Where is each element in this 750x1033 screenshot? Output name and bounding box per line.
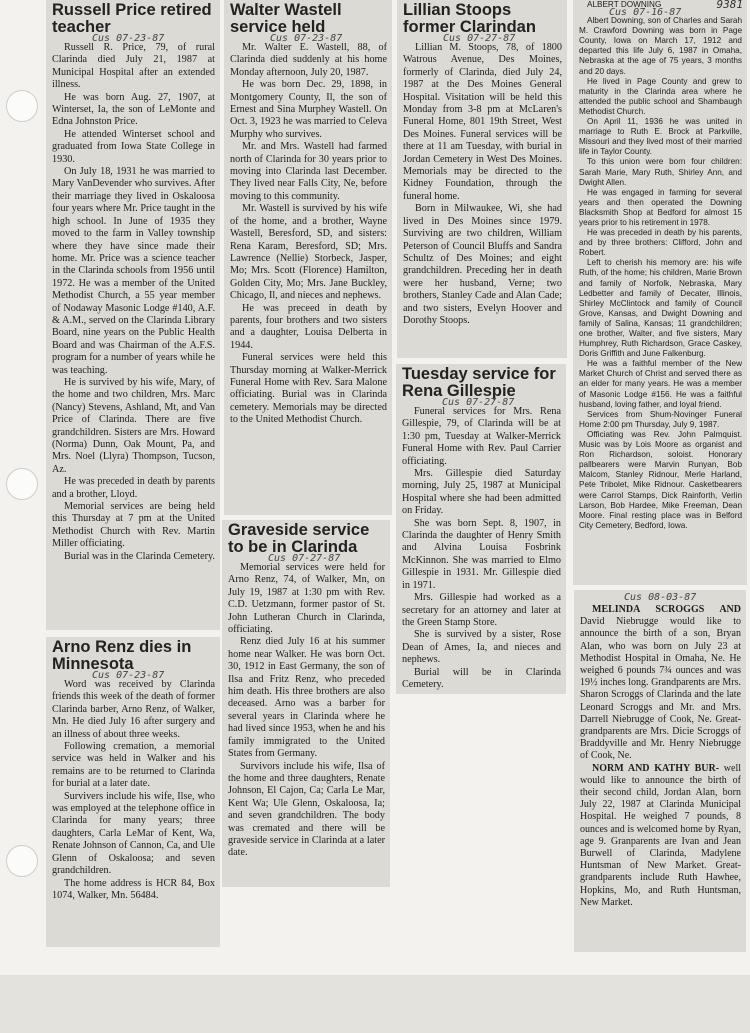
paragraph: Left to cherish his memory are: his wife Ruth, of the home; his children, Marie Brown and family of Norfolk, Nebraska, Mary Ledbetter and family of Decater, Illinois, Shirley McClintock and family of Council Grove, Kansas, and Dwight Downing and family of Salina, Kansas; 11 grandchildren; one brother, Walter, and five sisters, Mary Humphrey, Ruth Richardson, Grace Caskey, Doris Griffith and June Falkenburg. bbox=[579, 258, 742, 359]
scan-margin bbox=[0, 975, 750, 1033]
paragraph: She is survived by a sister, Rose Dean of Ames, Ia, and nieces and nephews. bbox=[402, 629, 561, 666]
paragraph: Mr. Walter E. Wastell, 88, of Clarinda died suddenly at his home Monday afternoon, July 20, 1987. bbox=[230, 42, 387, 78]
paragraph: Survivers include his wife, Ilse, who was employed at the telephone office in Clarinda for many years; three daughters, Carla LeMar of Kent, Wa, Renate Johnson of Cannon, Ca, and Ule Glenn of Oskaloosa; and seven grandchildren. bbox=[52, 790, 215, 877]
birth-announcement-burwell bbox=[580, 763, 741, 909]
paragraph: Russell R. Price, 79, of rural Clarinda died July 21, 1987 at Municipal Hospital after an extended illness. bbox=[52, 42, 215, 91]
handwritten-date: Cus 07-23-87 bbox=[270, 33, 343, 44]
binder-hole-middle bbox=[6, 468, 38, 500]
article-body bbox=[230, 42, 387, 427]
paragraph: Officiating was Rev. John Palmquist. Music was by Lois Moore as organist and Ron Richardson, soloist. Honorary pallbearers were Marvin Runyan, Bob Malcom, Stanley Ridnour, Merle Harland, Pete Tribolet, Mike Ridnour. Casketbearers were Carrol Stamps, Dick Rainforth, Verlin Larson, Bob Hardee, Mike Freeman, Dean Moore. Final resting place was in Belford City Cemetery, Bedford, Iowa. bbox=[579, 429, 742, 530]
paragraph: The home address is HCR 84, Box 1074, Walker, Mn. 56484. bbox=[52, 877, 215, 901]
clipping-number: 9381 bbox=[716, 0, 743, 11]
paragraph: He was engaged in farming for several years and then operated the Downing Blacksmith Shop at Bedford for almost 15 years prior to his retirement in 1978. bbox=[579, 187, 742, 227]
clipping-graveside-service bbox=[222, 520, 390, 887]
handwritten-date: Cus 07-23-87 bbox=[92, 33, 165, 44]
article-body bbox=[52, 42, 215, 563]
paragraph: Burial was in the Clarinda Cemetery. bbox=[64, 550, 215, 562]
paragraph: He was born Dec. 29, 1898, in Montgomery County, Il, the son of Ernest and Sina Murphey Wastell. On Oct. 3, 1923 he was married to Celeva Murphy who survives. bbox=[230, 79, 387, 140]
binder-hole-bottom bbox=[6, 845, 38, 877]
paragraph: Funeral services for Mrs. Rena Gillespie, 79, of Clarinda will be at 1:30 pm, Tuesday at Walker-Merrick Funeral Home with Rev. Paul Carrier officiating. bbox=[402, 406, 561, 467]
paragraph: Albert Downing, son of Charles and Sarah M. Crawford Downing was born in Page County, Iowa on March 17, 1912 and departed this life July 6, 1987 in Omaha, Nebraska at the age of 75 years, 3 months and 20 days. bbox=[579, 16, 742, 76]
handwritten-date: Cus 07-27-87 bbox=[442, 397, 515, 408]
paragraph: Burial will be in Clarinda Cemetery. bbox=[402, 666, 561, 690]
paragraph: Born in Milwaukee, Wi, she had lived in Des Moines since 1979. Surviving are two children, William Peterson of Council Bluffs and Sandra Schultz of Des Moines; and eight grandchildren. Preceding her in death were her husband, Verne; two brothers, Stanley Cade and Alan Cade; and two sisters, Evelyn Hoover and Dorothy Stoops. bbox=[403, 203, 562, 326]
headline: Walter Wastell service held bbox=[230, 1, 342, 36]
handwritten-date: Cus 07-16-87 bbox=[609, 7, 682, 19]
paragraph: Renz died July 16 at his summer home near Walker. He was born Oct. 30, 1912 in East Germany, the son of Ilsa and Fritz Renz, who preceded him death. His three brothers are also deceased. Arno was a barber for several years in Clarinda where he had lived since 1953, when he and his family immigrated to the United States from Germany. bbox=[228, 636, 385, 760]
paragraph: Mrs. Gillespie died Saturday morning, July 25, 1987 at Municipal Hospital where she had been admitted on Friday. bbox=[402, 468, 561, 517]
handwritten-date: Cus 07-23-87 bbox=[92, 670, 165, 681]
clipping-lillian-stoops bbox=[397, 0, 567, 358]
headline: Arno Renz dies in Minnesota bbox=[52, 638, 192, 673]
paragraph: Memorial services are being held this Thursday at 7 pm at the United Methodist Church with Rev. Martin Miller officiating. bbox=[52, 501, 215, 550]
announcement-text: well would like to announce the birth of their second child, Jordan Alan, born July 22, 1987 at Clarinda Municipal Hospital. He weighed 7 pounds, 8 ounces and is welcomed home by Ryan, age 9. Granparents are Ivan and Jean Burwell of Clarinda, Madylene Huntsman of New Market. Great-grandparents include Ruth Hawhee, Hopkins, Mo, and Ruth Huntsman, New Market. bbox=[580, 762, 741, 908]
clipping-arno-renz bbox=[46, 637, 220, 947]
article-body bbox=[579, 16, 742, 531]
paragraph: He was preceded in death by parents and a brother, Lloyd. bbox=[52, 476, 215, 500]
article-body bbox=[403, 42, 562, 327]
headline: Russell Price retired teacher bbox=[52, 1, 212, 36]
binder-hole-top bbox=[6, 90, 38, 122]
paragraph: Mrs. Gillespie had worked as a secretary for an attorney and later at the Green Stamp Store. bbox=[402, 592, 561, 628]
announcement-lead: MELINDA SCROGGS AND bbox=[592, 604, 741, 615]
handwritten-date: Cus 07-27-87 bbox=[268, 553, 341, 564]
clipping-russell-price bbox=[46, 0, 220, 630]
paragraph: He is survived by his wife, Mary, of the home and two children, Mrs. Marc (Nancy) Stevens, Ashland, Mt, and Van Price of Clarinda. There are five grandchildren. Sisters are Mrs. Howard (Norma) Dunn, Oak Mount, Pa, and Mrs. Noel (Llyra) Thompson, Tucson, Az. bbox=[52, 376, 215, 475]
announcement-lead: NORM AND KATHY BUR- bbox=[592, 762, 720, 774]
paragraph: He was preceded in death by his parents, and by three brothers: Clifford, John and Robert. bbox=[579, 228, 742, 258]
article-body bbox=[402, 406, 561, 691]
announcement-text: David Niebrugge would like to announce the birth of a son, Bryan Alan, who was born on July 23 at Methodist Hospital in Omaha, Ne. He weighed 6 pounds 7¾ ounces and was 19½ inches long. Grandparents are Mrs. Sharon Scroggs of Clarinda and the late Leonard Scroggs and Mr. and Mrs. Darrell Niebrugge of Cook, Ne. Great-grandparents are Mrs. Dicie Scroggs of Braddyville and Mr. Henry Niebrugge of Cook, Ne. bbox=[580, 616, 741, 762]
paragraph: He was born Aug. 27, 1907, at Winterset, Ia, the son of LeMonte and Edna Johnston Price. bbox=[52, 91, 215, 128]
paragraph: To this union were born four children: Sarah Marie, Mary Ruth, Shirley Ann, and Dwight Allen. bbox=[579, 157, 742, 187]
byline: ALBERT DOWNING bbox=[587, 0, 662, 9]
paragraph: He was preceed in death by parents, four brothers and two sisters and a daughter, Louisa Delberta in 1944. bbox=[230, 302, 387, 351]
paragraph: Mr. Wastell is survived by his wife of the home, and a brother, Wayne Wastell, Beresford, SD, and sisters: Rena Karam, Beresford, SD; Mrs. Lawrence (Nellie) Storbeck, Jasper, Mo; Mrs. Scott (Florence) Hamilton, Golden City, Mo; Mrs. Jane Buckley, Chicago, Il, and nieces and nephews. bbox=[230, 203, 387, 302]
paragraph: He was a faithful member of the New Market Church of Christ and served there as an elder for many years. He was a member of Masonic Lodge #156. He was a faithful husband, loving father, and loyal friend. bbox=[579, 359, 742, 409]
paragraph: Mr. and Mrs. Wastell had farmed north of Clarinda for 30 years prior to moving into Clarinda last December. They lived near Falls City, Ne, before moving to this community. bbox=[230, 141, 387, 202]
paragraph: He lived in Page County and grew to maturity in the Clarinda area where he attended the public school and Shambaugh Methodist Church. bbox=[579, 76, 742, 116]
headline: Lillian Stoops former Clarindan bbox=[403, 1, 536, 36]
headline: Tuesday service for Rena Gillespie bbox=[402, 365, 556, 400]
paragraph: Funeral services were held this Thursday morning at Walker-Merrick Funeral Home with Rev. Sara Malone officiating. Burial was in Clarinda cemetery. Memorials may be directed to the United Methodist Church. bbox=[230, 352, 387, 426]
paragraph: He attended Winterset school and graduated from Iowa State College in 1930. bbox=[52, 128, 215, 165]
clipping-birth-announcements bbox=[574, 590, 746, 952]
clipping-walter-wastell bbox=[224, 0, 392, 515]
paragraph: Following cremation, a memorial service was held in Walker and his remains are to be returned to Clarinda for burial at a later date. bbox=[52, 741, 215, 790]
paragraph: Memorial services were held for Arno Renz, 74, of Walker, Mn, on July 19, 1987 at 1:30 pm with Rev. C.D. Uetzmann, former pastor of St. John Lutheran Church in Clarinda, officiating. bbox=[228, 562, 385, 636]
headline: Graveside service to be in Clarinda bbox=[228, 521, 370, 556]
handwritten-date: Cus 07-27-87 bbox=[443, 33, 516, 44]
article-body bbox=[228, 562, 385, 860]
handwritten-date: Cus 08-03-87 bbox=[624, 592, 697, 603]
clipping-rena-gillespie bbox=[396, 364, 566, 694]
paragraph: Services from Shum-Novinger Funeral Home 2:00 pm Thursday, July 9, 1987. bbox=[579, 409, 742, 429]
paragraph: Word was received by Clarinda friends this week of the death of former Clarinda barber, Arno Renz, of Walker, Mn. He died July 16 after surgery and an illness of about three weeks. bbox=[52, 679, 215, 740]
paragraph: On April 11, 1936 he was united in marriage to Ruth E. Brock at Parkville, Missouri and they lived most of their married life in Taylor County. bbox=[579, 117, 742, 157]
clipping-albert-downing bbox=[573, 0, 747, 585]
article-body bbox=[52, 679, 215, 902]
birth-announcement-scroggs bbox=[580, 604, 741, 763]
paragraph: Lillian M. Stoops, 78, of 1800 Watrous Avenue, Des Moines, formerly of Clarinda, died July 24, 1987 at the Des Moines General Hospital. Visitation will be held this Monday from 3-8 pm at McLaren's Funeral Home, 801 19th Street, West Des Moines. Funeral services will be there at 11 am Tuesday, with burial in Jordan Cemetery in West Des Moines. Memorials may be directed to the Kidney Foundation, through the funeral home. bbox=[403, 42, 562, 202]
paragraph: On July 18, 1931 he was married to Mary VanDevender who survives. After their marriage they lived in Oskaloosa four years where Mr. Price taught in the high school. In June of 1935 they moved to the farm in Valley township where they have since made their home. Mr. Price was a science teacher in the Clarinda schools from 1956 until 1972. He was a member of the United Methodist Church, a 55 year member of Nodaway Masonic Lodge #140, A.F. & A.M., served on the Clarinda Library Board, nine years on the Public Health Board and was Chairman of the A.F.S. program for a number of years while he was teaching. bbox=[52, 166, 215, 376]
paragraph: Survivors include his wife, Ilsa of the home and three daughters, Renate Johnson, El Cajon, Ca; Carla Le Mar, Kent Wa; Ule Glenn, Oskaloosa, Ia; and seven grandchildren. The body was cremated and there will be graveside service in Clarinda at a later date. bbox=[228, 760, 385, 859]
paragraph: She was born Sept. 8, 1907, in Clarinda the daughter of Henry Smith and Alvina Louisa Fosbrink McKinnon. She was married to Elmo Gillespie in 1931. Mr. Gillespie died in 1971. bbox=[402, 517, 561, 591]
